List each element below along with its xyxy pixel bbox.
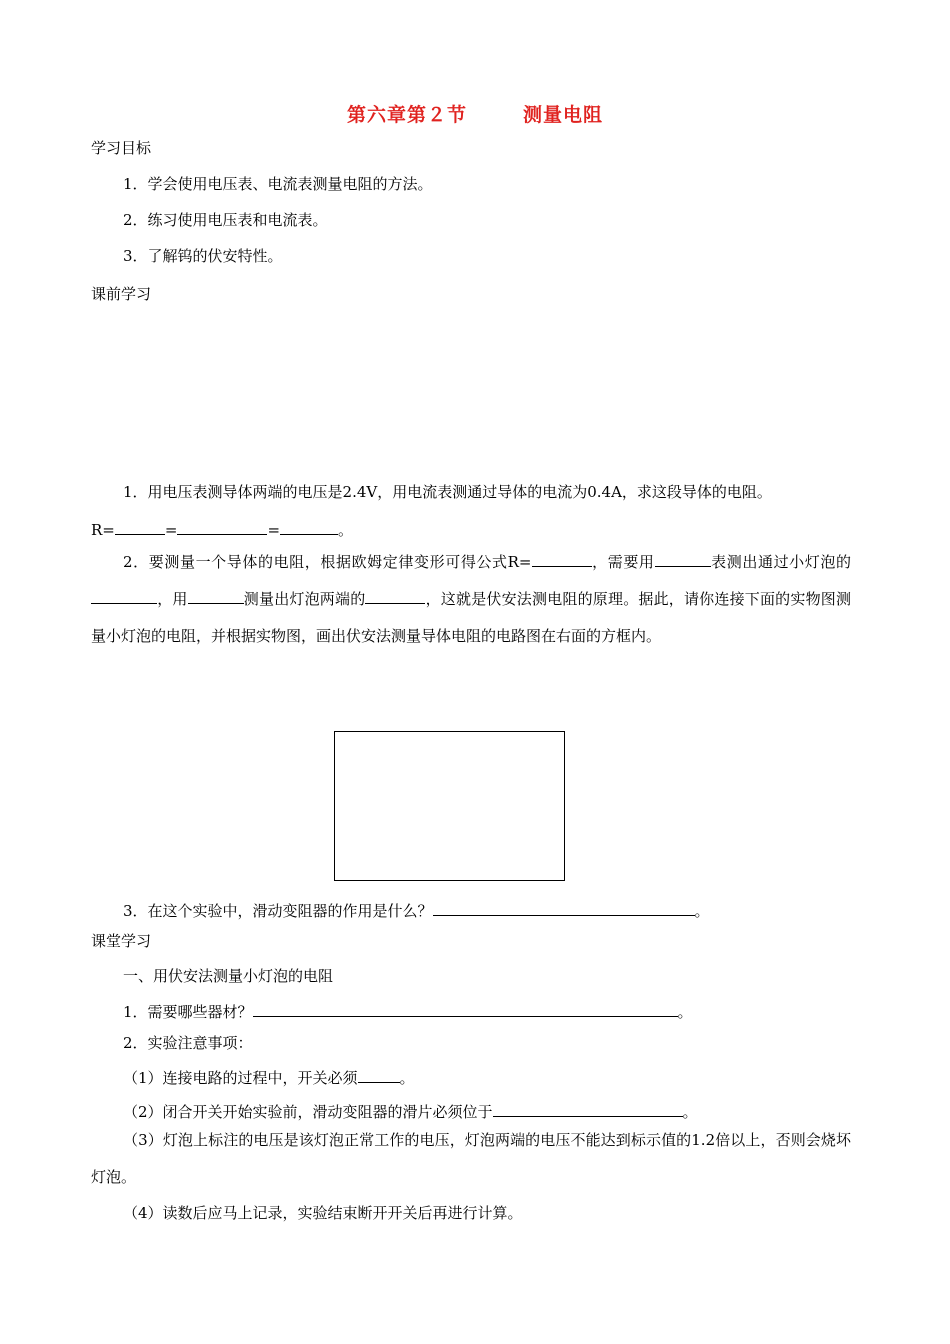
answer-blank[interactable] [177, 518, 267, 535]
circuit-diagram-box[interactable] [334, 731, 565, 881]
goal-item-3: 3．了解钨的伏安特性。 [123, 247, 283, 265]
answer-blank[interactable] [655, 550, 711, 567]
note-2: （2）闭合开关开始实验前，滑动变阻器的滑片必须位于 。 [123, 1100, 698, 1122]
answer-blank[interactable] [280, 518, 338, 535]
answer-blank[interactable] [358, 1066, 400, 1083]
answer-blank[interactable] [493, 1100, 683, 1117]
answer-blank[interactable] [433, 899, 695, 916]
answer-blank[interactable] [115, 518, 165, 535]
section-1-heading: 一、用伏安法测量小灯泡的电阻 [123, 967, 334, 985]
class-question-1: 1．需要哪些器材？ 。 [123, 1000, 693, 1022]
answer-blank[interactable] [188, 587, 244, 604]
goal-item-2: 2．练习使用电压表和电流表。 [123, 211, 328, 229]
answer-blank[interactable] [365, 587, 425, 604]
title-topic: 测量电阻 [523, 104, 604, 126]
class-heading: 课堂学习 [91, 932, 152, 950]
class-question-2: 2．实验注意事项： [123, 1034, 253, 1052]
pre-question-1: 1．用电压表测导体两端的电压是2.4V，用电流表测通过导体的电流为0.4A，求这段导体的电阻。 [123, 483, 772, 501]
answer-blank[interactable] [532, 550, 592, 567]
note-3: （3）灯泡上标注的电压是该灯泡正常工作的电压，灯泡两端的电压不能达到标示值的1.2倍以上，否则会烧坏灯泡。 [91, 1131, 851, 1186]
goals-heading: 学习目标 [91, 139, 152, 157]
answer-blank[interactable] [253, 1000, 678, 1017]
goal-item-1: 1．学会使用电压表、电流表测量电阻的方法。 [123, 175, 433, 193]
page-title [0, 100, 950, 127]
pre-heading: 课前学习 [91, 285, 152, 303]
note-1: （1）连接电路的过程中，开关必须 。 [123, 1066, 415, 1088]
title-chapter: 第六章第２节 [346, 104, 467, 126]
note-4: （4）读数后应马上记录，实验结束断开开关后再进行计算。 [123, 1204, 523, 1222]
pre-question-1-formula: R= = = 。 [91, 518, 353, 540]
answer-blank[interactable] [91, 587, 157, 604]
pre-question-3: 3．在这个实验中，滑动变阻器的作用是什么？ 。 [123, 899, 710, 921]
pre-question-2: 2．要测量一个导体的电阻，根据欧姆定律变形可得公式R= ，需要用 表测出通过小灯泡的，用 测量出灯泡两端的 ，这就是伏安法测电阻的原理。据此，请你连接下面的实物图测量小灯泡的电阻，并根据实物图，画出伏安法测量导体电阻的电路图在右面的方框内。 [91, 544, 851, 655]
